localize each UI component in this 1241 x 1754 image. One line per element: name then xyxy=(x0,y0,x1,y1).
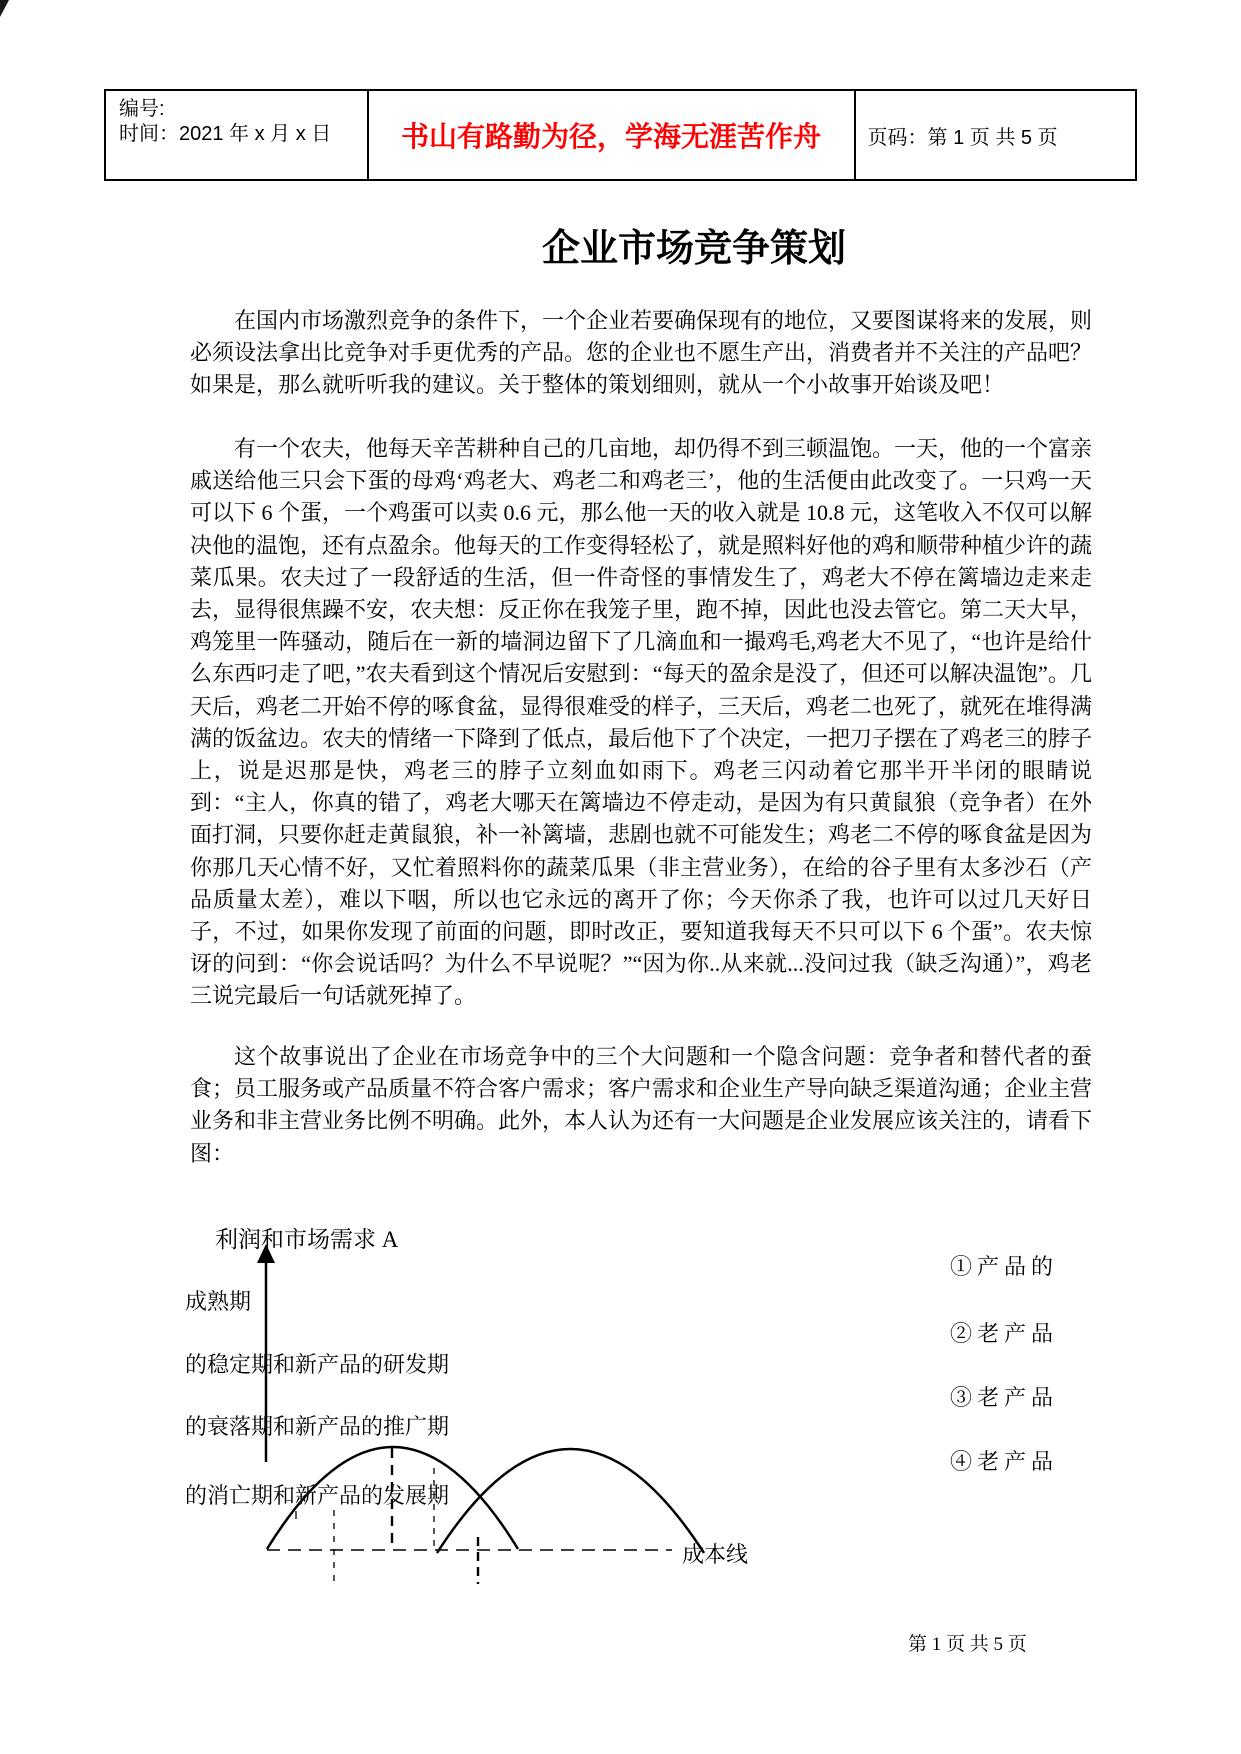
header-cell-motto xyxy=(369,91,856,179)
axis-label: 利润和市场需求 A xyxy=(215,1227,399,1252)
diagram-wrap-line-1: 成熟期 xyxy=(185,1289,252,1314)
paragraph-story: 有一个农夫，他每天辛苦耕种自己的几亩地，却仍得不到三顿温饱。一天，他的一个富亲戚送给他三只会下蛋的母鸡‘鸡老大、鸡老二和鸡老三’，他的生活便由此改变了。一只鸡一天可以下 6 个蛋，一个鸡蛋可以卖 0.6 元，那么他一天的收入就是 10.8 元，这笔收入不仅可以解决他的温饱，还有点盈余。他每天的工作变得轻松了，就是照料好他的鸡和顺带种植少许的蔬菜瓜果。农夫过了一段舒适的生活，但一件奇怪的事情发生了，鸡老大不停在篱墙边走来走去，显得很焦躁不安，农夫想：反正你在我笼子里，跑不掉，因此也没去管它。第二天大早，鸡笼里一阵骚动，随后在一新的墙洞边留下了几滴血和一撮鸡毛,鸡老大不见了，“也许是给什么东西叼走了吧，”农夫看到这个情况后安慰到：“每天的盈余是没了，但还可以解决温饱”。几天后，鸡老二开始不停的啄食盆，显得很难受的样子，三天后，鸡老二也死了，就死在堆得满满的饭盆边。农夫的情绪一下降到了低点，最后他下了个决定，一把刀子摆在了鸡老三的脖子上，说是迟那是快，鸡老三的脖子立刻血如雨下。鸡老三闪动着它那半开半闭的眼睛说到：“主人，你真的错了，鸡老大哪天在篱墙边不停走动，是因为有只黄鼠狼（竞争者）在外面打洞，只要你赶走黄鼠狼，补一补篱墙，悲剧也就不可能发生；鸡老二不停的啄食盆是因为你那几天心情不好，又忙着照料你的蔬菜瓜果（非主营业务），在给的谷子里有太多沙石（产品质量太差），难以下咽，所以也它永远的离开了你；今天你杀了我，也许可以过几天好日子，不过，如果你发现了前面的问题，即时改正，要知道我每天不只可以下 6 个蛋”。农夫惊讶的问到：“你会说话吗？为什么不早说呢？”“因为你..从来就...没问过我（缺乏沟通）”，鸡老三说完最后一句话就死掉了。 xyxy=(190,436,1093,1009)
paragraph-summary: 这个故事说出了企业在市场竞争中的三个大问题和一个隐含问题：竞争者和替代者的蚕食；员工服务或产品质量不符合客户需求；客户需求和企业生产导向缺乏渠道沟通；企业主营业务和非主营业务比例不明确。此外，本人认为还有一大问题是企业发展应该关注的，请看下图： xyxy=(190,1044,1093,1166)
paragraph-intro: 在国内市场激烈竞争的条件下，一个企业若要确保现有的地位，又要图谋将来的发展，则必须设法拿出比竞争对手更优秀的产品。您的企业也不愿生产出，消费者并不关注的产品吧？如果是，那么就听听我的建议。关于整体的策划细则，就从一个小故事开始谈及吧！ xyxy=(190,308,1093,398)
page-footer: 第 1 页 共 5 页 xyxy=(908,1634,1027,1655)
document-title: 企业市场竞争策划 xyxy=(542,228,847,270)
diagram-wrap-line-2: 的稳定期和新产品的研发期 xyxy=(185,1352,450,1377)
legend-item-1: ①产品的 xyxy=(950,1254,1059,1279)
legend-item-3: ③老产品 xyxy=(950,1385,1059,1410)
page-corner-artifact xyxy=(0,0,9,17)
diagram-wrap-line-3: 的衰落期和新产品的推广期 xyxy=(185,1414,450,1439)
legend-item-4: ④老产品 xyxy=(950,1449,1059,1474)
header-cell-meta xyxy=(106,91,369,179)
header-motto: 书山有路勤为径，学海无涯苦作舟 xyxy=(401,122,822,153)
diagram-wrap-line-4: 的消亡期和新产品的发展期 xyxy=(185,1483,450,1508)
cost-line-label: 成本线 xyxy=(682,1542,749,1567)
document-number-label: 编号: xyxy=(119,98,165,120)
header-table xyxy=(104,89,1137,181)
header-page-label: 页码：第 1 页 共 5 页 xyxy=(867,126,1058,149)
document-time-label: 时间：2021 年 x 月 x 日 xyxy=(119,123,332,145)
legend-item-2: ②老产品 xyxy=(950,1321,1059,1346)
header-cell-page xyxy=(856,91,1135,179)
